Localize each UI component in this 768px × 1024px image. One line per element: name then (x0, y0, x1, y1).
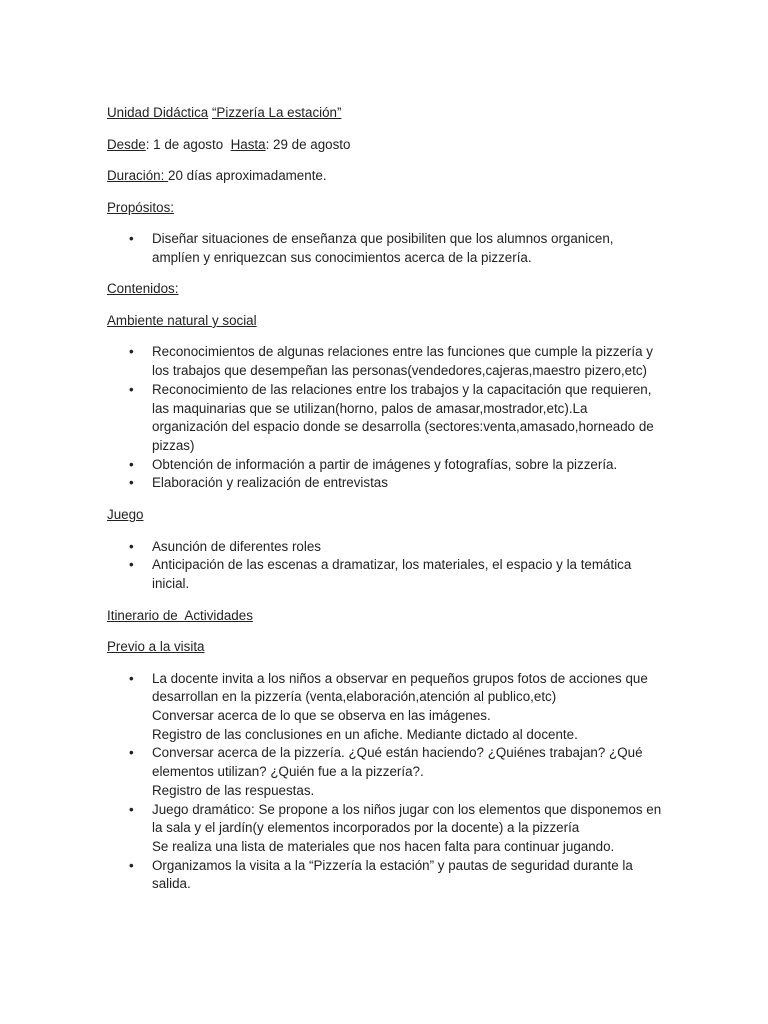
list-item: • Diseñar situaciones de enseñanza que posibiliten que los alumnos organicen, amplíen y enriquezcan sus conocimientos acerca de la pizzería. (129, 231, 614, 265)
duracion-label: Duración: (107, 168, 169, 183)
list-item: • Juego dramático: Se propone a los niños jugar con los elementos que disponemos en la sala y el jardín(y elementos incorporados por la docente) a la pizzería Se realiza una lista de materiales que nos hacen falta para continuar jugando. (107, 801, 664, 857)
hasta-value: : 29 de agosto (265, 136, 351, 152)
bullet-icon: • (129, 231, 134, 246)
bullet-icon: • (129, 670, 134, 686)
propositos-list (107, 230, 667, 267)
dates-line (107, 136, 667, 155)
bullet-icon: • (129, 801, 134, 817)
list-item-note: Registro de las respuestas. (152, 782, 315, 798)
list-item: • Elaboración y realización de entrevistas (107, 474, 664, 493)
previo-list (107, 670, 667, 894)
list-item: • Obtención de información a partir de imágenes y fotografías, sobre la pizzería. (107, 456, 664, 475)
list-item-note: Conversar acerca de lo que se observa en las imágenes. (152, 708, 491, 724)
document-body (107, 104, 667, 907)
juego-list (107, 538, 667, 594)
itinerario-heading: Itinerario de Actividades (107, 607, 253, 623)
unidad-value: “Pizzería La estación” (211, 105, 342, 120)
bullet-icon: • (129, 475, 134, 491)
duracion-line (107, 167, 667, 186)
ambiente-list (107, 343, 667, 493)
bullet-icon: • (129, 344, 134, 360)
unidad-label: Unidad Didáctica (107, 105, 209, 120)
list-item-note: Se realiza una lista de materiales que nos hacen falta para continuar jugando. (152, 838, 615, 854)
unidad-line (107, 104, 667, 123)
list-item-note: Registro de las conclusiones en un afiche. Mediante dictado al docente. (152, 726, 578, 742)
list-item: • Conversar acerca de la pizzería. ¿Qué están haciendo? ¿Quiénes trabajan? ¿Qué elementos utilizan? ¿Quién fue a la pizzería?. Registro de las respuestas. (107, 744, 664, 800)
desde-label: Desde (107, 136, 146, 152)
juego-heading: Juego (107, 507, 144, 523)
bullet-icon: • (129, 456, 134, 472)
previo-heading: Previo a la visita (107, 639, 205, 655)
propositos-heading: Propósitos: (107, 199, 174, 215)
list-item: • Asunción de diferentes roles (107, 538, 664, 557)
list-item: • Anticipación de las escenas a dramatizar, los materiales, el espacio y la temática inicial. (129, 557, 632, 591)
list-item: • Organizamos la visita a la “Pizzería la estación” y pautas de seguridad durante la salida. (129, 857, 633, 892)
contenidos-heading: Contenidos: (107, 281, 179, 297)
list-item: • Reconocimientos de algunas relaciones entre las funciones que cumple la pizzería y los trabajos que desempeñan las personas(vendedores,cajeras,maestro pizero,etc) (129, 344, 653, 379)
list-item: • La docente invita a los niños a observar en pequeños grupos fotos de acciones que desarrollan en la pizzería (venta,elaboración,atención al publico,etc) Conversar acerca de lo que se observa en las imágenes. Registro de las conclusiones en un afiche. Mediante dictado al docente. (107, 670, 664, 745)
ambiente-heading: Ambiente natural y social (107, 312, 257, 328)
bullet-icon: • (129, 538, 134, 554)
bullet-icon: • (129, 745, 134, 761)
bullet-icon: • (129, 557, 134, 573)
list-item: • Reconocimiento de las relaciones entre los trabajos y la capacitación que requieren, las maquinarias que se utilizan(horno, palos de amasar,mostrador,etc).La organización del espacio donde se desarrolla (sectores:venta,amasado,horneado de pizzas) (129, 381, 654, 453)
bullet-icon: • (129, 381, 134, 397)
hasta-label: Hasta (230, 136, 266, 152)
duracion-value: 20 días aproximadamente. (168, 168, 327, 183)
desde-value: : 1 de agosto (145, 136, 224, 152)
bullet-icon: • (129, 857, 134, 873)
